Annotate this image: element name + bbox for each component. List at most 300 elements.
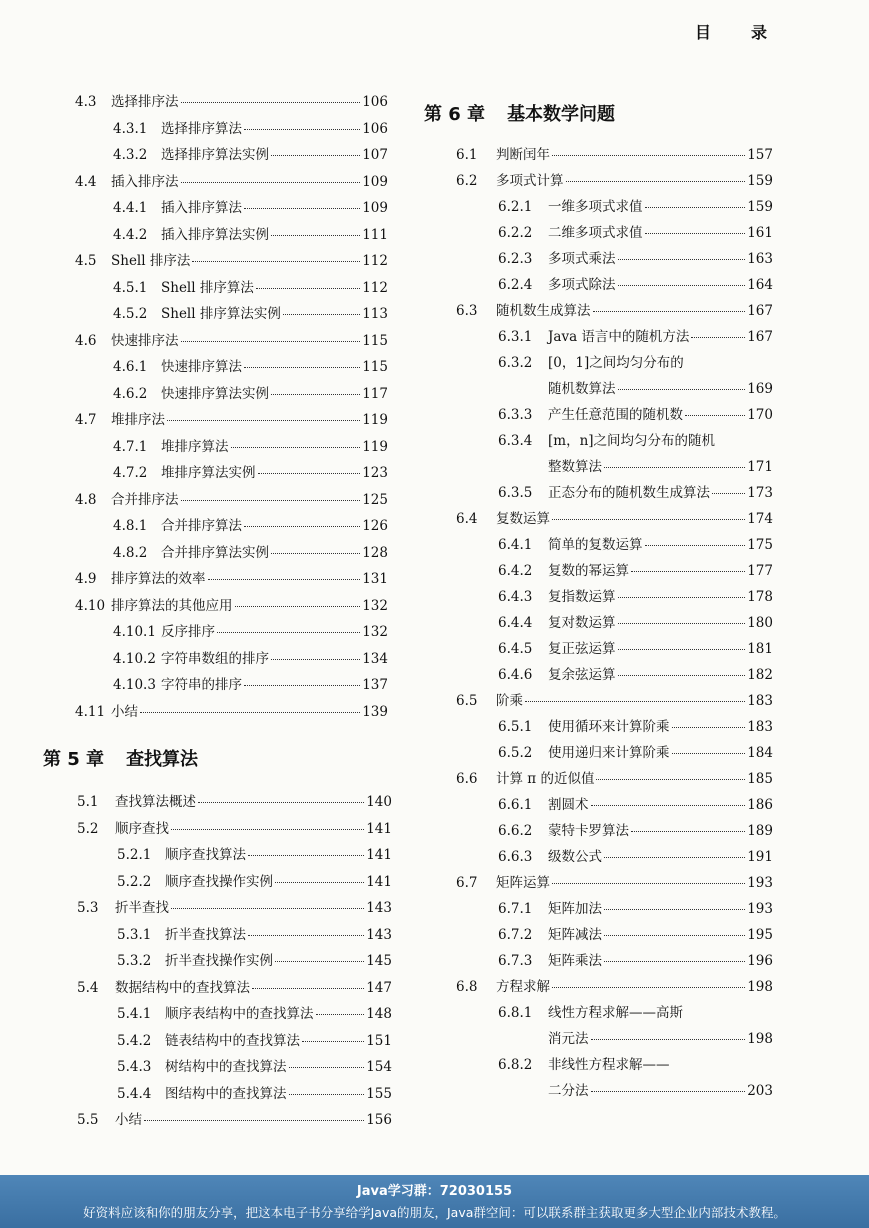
toc-leader-dots: [271, 659, 360, 660]
toc-entry[interactable]: [498, 221, 773, 241]
toc-entry-page: 115: [362, 332, 388, 349]
toc-entry-number: 6.3.1: [498, 329, 533, 345]
toc-entry-page: 154: [366, 1059, 392, 1075]
toc-entry-page: 182: [747, 667, 773, 683]
toc-entry[interactable]: [456, 689, 773, 709]
toc-entry-page: 106: [362, 120, 388, 137]
toc-entry-title: 折半查找操作实例: [165, 953, 273, 969]
toc-entry-number: 6.2.4: [498, 277, 533, 293]
toc-entry-page: 185: [747, 771, 773, 787]
toc-entry-number: 4.11: [75, 703, 106, 720]
toc-entry-number: 6.4.1: [498, 537, 533, 553]
toc-entry[interactable]: [75, 408, 388, 428]
toc-entry-page: 161: [747, 225, 773, 241]
toc-entry-title: 二维多项式求值: [548, 225, 643, 241]
toc-entry[interactable]: [456, 871, 773, 891]
toc-leader-dots: [604, 467, 745, 468]
toc-leader-dots: [712, 493, 745, 494]
toc-entry[interactable]: [113, 673, 388, 693]
toc-entry-page: 111: [362, 226, 388, 243]
toc-entry[interactable]: [113, 196, 388, 216]
toc-entry-page: 196: [747, 953, 773, 969]
toc-entry-title: 查找算法概述: [115, 794, 196, 810]
toc-entry[interactable]: [498, 819, 773, 839]
toc-entry-title: 顺序查找算法: [165, 847, 246, 863]
toc-entry[interactable]: [75, 170, 388, 190]
toc-entry[interactable]: [117, 843, 392, 863]
toc-entry-title: 计算 π 的近似值: [496, 771, 595, 787]
toc-entry-number: 4.6.2: [113, 385, 148, 402]
toc-entry-page: 126: [362, 518, 388, 534]
toc-entry-title: 矩阵运算: [496, 875, 550, 891]
toc-leader-dots: [244, 367, 360, 368]
toc-leader-dots: [645, 545, 746, 546]
toc-entry[interactable]: [456, 143, 773, 163]
toc-entry[interactable]: [117, 1082, 392, 1102]
toc-entry-page: 175: [747, 537, 773, 553]
toc-entry[interactable]: [498, 273, 773, 293]
toc-entry-number: 6.2.3: [498, 251, 533, 267]
toc-entry-number: 4.10: [75, 597, 106, 614]
toc-entry-title: 合并排序算法实例: [161, 544, 269, 561]
toc-entry-number: 6.7.2: [498, 927, 533, 943]
toc-entry-title: 顺序查找: [115, 820, 169, 837]
toc-entry-page: 141: [366, 847, 392, 863]
toc-entry-title: 使用递归来计算阶乘: [548, 745, 670, 761]
toc-entry[interactable]: [113, 355, 388, 375]
toc-entry-number: 4.9: [75, 571, 97, 587]
toc-leader-dots: [171, 829, 364, 830]
toc-entry-title: 选择排序算法: [161, 120, 242, 137]
toc-leader-dots: [283, 314, 360, 315]
toc-entry-title: 复正弦运算: [548, 641, 616, 657]
toc-entry-title: 堆排序算法实例: [161, 465, 256, 481]
toc-entry-page: 128: [362, 544, 388, 561]
toc-entry[interactable]: [75, 90, 388, 110]
toc-entry-page: 167: [747, 303, 773, 319]
toc-entry[interactable]: [498, 533, 773, 553]
toc-entry[interactable]: [498, 715, 773, 735]
toc-entry-page: 143: [366, 900, 392, 916]
toc-entry-title: 快速排序算法实例: [161, 385, 269, 402]
toc-leader-dots: [181, 341, 361, 342]
toc-entry[interactable]: [498, 1001, 773, 1021]
toc-leader-dots: [672, 753, 746, 754]
toc-entry-page: 169: [747, 381, 773, 397]
toc-leader-dots: [552, 883, 745, 884]
toc-entry[interactable]: [113, 223, 388, 243]
toc-entry-number: 5.4.1: [117, 1006, 152, 1022]
toc-entry-title: 小结: [115, 1112, 142, 1128]
header-char-2: 录: [751, 23, 768, 42]
toc-entry-number: 4.6: [75, 332, 97, 349]
toc-leader-dots: [198, 802, 364, 803]
toc-leader-dots: [192, 261, 360, 262]
toc-entry-page: 164: [747, 277, 773, 293]
toc-entry-title: 复对数运算: [548, 615, 616, 631]
toc-entry[interactable]: [498, 195, 773, 215]
toc-entry[interactable]: [113, 541, 388, 561]
toc-leader-dots: [552, 519, 745, 520]
toc-entry-number: 4.4: [75, 173, 97, 190]
toc-leader-dots: [596, 779, 745, 780]
toc-entry-title: 矩阵加法: [548, 901, 602, 917]
toc-leader-dots: [248, 935, 364, 936]
toc-entry[interactable]: [498, 949, 773, 969]
toc-entry[interactable]: [113, 620, 388, 640]
toc-entry-title: 非线性方程求解——: [548, 1057, 670, 1073]
toc-entry-number: 6.3.5: [498, 485, 533, 501]
toc-entry[interactable]: [498, 1053, 773, 1073]
toc-leader-dots: [244, 129, 360, 130]
toc-leader-dots: [171, 908, 364, 909]
toc-entry[interactable]: [456, 169, 773, 189]
chapter-6-heading: [424, 100, 615, 126]
toc-entry-number: 4.10.1: [113, 624, 156, 640]
toc-entry-number: 6.6.3: [498, 849, 533, 865]
toc-entry-page: 203: [747, 1083, 773, 1099]
toc-leader-dots: [140, 712, 360, 713]
toc-leader-dots: [645, 233, 746, 234]
toc-entry[interactable]: [77, 790, 392, 810]
toc-entry[interactable]: [498, 663, 773, 683]
toc-leader-dots: [525, 701, 745, 702]
toc-entry[interactable]: [498, 923, 773, 943]
toc-entry-number: 6.4.6: [498, 667, 533, 683]
toc-entry-number: 4.3.1: [113, 120, 148, 137]
toc-entry-number: 6.7.1: [498, 901, 533, 917]
toc-entry[interactable]: [117, 1029, 392, 1049]
toc-leader-dots: [618, 675, 746, 676]
footer-banner: [0, 1175, 869, 1228]
toc-entry-title: 消元法: [548, 1031, 589, 1047]
toc-leader-dots: [231, 447, 361, 448]
toc-leader-dots: [217, 632, 360, 633]
chapter-5-number: 第 5 章: [43, 749, 105, 770]
toc-entry[interactable]: [498, 741, 773, 761]
toc-entry-title: 判断闰年: [496, 147, 550, 163]
toc-entry[interactable]: [498, 455, 773, 475]
toc-entry-number: 4.7.2: [113, 465, 148, 481]
toc-leader-dots: [618, 649, 746, 650]
toc-leader-dots: [604, 935, 745, 936]
toc-entry-page: 193: [747, 901, 773, 917]
toc-entry[interactable]: [456, 507, 773, 527]
toc-entry[interactable]: [77, 976, 392, 996]
toc-entry[interactable]: [498, 845, 773, 865]
toc-entry-title: 折半查找: [115, 900, 169, 916]
toc-entry-number: 5.4: [77, 979, 99, 996]
toc-entry-page: 148: [366, 1006, 392, 1022]
toc-entry-title: 正态分布的随机数生成算法: [548, 485, 710, 501]
toc-entry-title: 合并排序算法: [161, 518, 242, 534]
toc-entry-page: 109: [362, 200, 388, 216]
toc-entry-number: 4.5: [75, 253, 97, 269]
toc-entry[interactable]: [75, 594, 388, 614]
toc-entry[interactable]: [75, 700, 388, 720]
toc-leader-dots: [552, 987, 745, 988]
toc-leader-dots: [631, 831, 745, 832]
toc-entry-number: 5.2: [77, 820, 99, 837]
footer-group-line: Java学习群：72030155: [356, 1184, 513, 1199]
toc-entry-number: 6.3: [456, 303, 478, 319]
toc-entry[interactable]: [498, 897, 773, 917]
toc-leader-dots: [566, 181, 746, 182]
toc-entry-page: 115: [362, 359, 388, 375]
toc-entry-page: 186: [747, 797, 773, 813]
toc-entry-title: 复余弦运算: [548, 667, 616, 683]
toc-entry[interactable]: [113, 143, 388, 163]
toc-entry-number: 6.8.1: [498, 1005, 533, 1021]
toc-entry-number: 5.3.1: [117, 926, 152, 943]
toc-entry[interactable]: [77, 896, 392, 916]
toc-entry-title: 产生任意范围的随机数: [548, 407, 683, 423]
toc-entry-title: 顺序查找操作实例: [165, 873, 273, 890]
toc-entry[interactable]: [113, 302, 388, 322]
toc-leader-dots: [256, 288, 360, 289]
toc-leader-dots: [691, 337, 745, 338]
toc-entry-page: 180: [747, 615, 773, 631]
toc-entry[interactable]: [117, 1002, 392, 1022]
toc-entry-page: 107: [362, 147, 388, 163]
toc-entry[interactable]: [456, 767, 773, 787]
toc-entry-number: 5.5: [77, 1112, 99, 1128]
toc-entry-page: 132: [362, 624, 388, 640]
toc-entry-title: 字符串数组的排序: [161, 650, 269, 667]
toc-entry-page: 189: [747, 823, 773, 839]
toc-entry-title: 插入排序法: [111, 173, 179, 190]
toc-entry-page: 159: [747, 173, 773, 189]
toc-entry-page: 173: [747, 485, 773, 501]
toc-entry-page: 167: [747, 329, 773, 345]
toc-entry-page: 193: [747, 875, 773, 891]
toc-leader-dots: [167, 420, 360, 421]
toc-entry-number: 4.7: [75, 412, 97, 428]
toc-entry-number: 6.5: [456, 693, 478, 709]
toc-entry-number: 5.3: [77, 900, 99, 916]
toc-entry[interactable]: [498, 559, 773, 579]
toc-entry-number: 6.6: [456, 771, 478, 787]
toc-entry[interactable]: [113, 435, 388, 455]
toc-entry-number: 4.8.2: [113, 544, 148, 561]
toc-leader-dots: [289, 1094, 365, 1095]
toc-entry-title: 阶乘: [496, 693, 523, 709]
toc-entry-page: 112: [362, 279, 388, 296]
toc-entry-number: 6.4.4: [498, 615, 533, 631]
toc-entry-title: 堆排序法: [111, 412, 165, 428]
toc-entry-title: 矩阵减法: [548, 927, 602, 943]
toc-entry-page: 125: [362, 491, 388, 508]
toc-leader-dots: [248, 855, 364, 856]
toc-entry-page: 184: [747, 745, 773, 761]
toc-entry[interactable]: [498, 325, 773, 345]
toc-entry-page: 117: [362, 385, 388, 402]
toc-entry-number: 6.5.1: [498, 719, 533, 735]
footer-share-line: 好资料应该和你的朋友分享，把这本电子书分享给学Java的朋友，Java群空间：可以联系群主获取更多大型企业内部技术教程。: [83, 1205, 786, 1220]
toc-entry[interactable]: [77, 1108, 392, 1128]
toc-entry[interactable]: [456, 975, 773, 995]
toc-leader-dots: [316, 1014, 365, 1015]
toc-entry-number: 6.6.2: [498, 823, 533, 839]
toc-entry[interactable]: [498, 403, 773, 423]
toc-leader-dots: [244, 685, 360, 686]
toc-entry-number: 6.3.4: [498, 433, 533, 449]
toc-entry-page: 140: [366, 794, 392, 810]
toc-entry[interactable]: [113, 647, 388, 667]
toc-entry-number: 4.8.1: [113, 518, 148, 534]
toc-leader-dots: [289, 1067, 365, 1068]
toc-leader-dots: [275, 882, 364, 883]
toc-entry-page: 157: [747, 147, 773, 163]
toc-entry[interactable]: [498, 1079, 773, 1099]
toc-entry-title: 插入排序算法: [161, 200, 242, 216]
toc-leader-dots: [302, 1041, 364, 1042]
toc-entry[interactable]: [113, 514, 388, 534]
toc-entry-page: 198: [747, 1031, 773, 1047]
toc-entry[interactable]: [113, 117, 388, 137]
toc-entry[interactable]: [75, 567, 388, 587]
toc-entry-number: 6.3.3: [498, 407, 533, 423]
toc-entry-title: 合并排序法: [111, 491, 179, 508]
toc-entry-number: 5.2.2: [117, 873, 152, 890]
toc-entry-title: 线性方程求解——高斯: [548, 1005, 683, 1021]
toc-entry-page: 109: [362, 173, 388, 190]
toc-leader-dots: [604, 909, 745, 910]
running-header: [695, 20, 767, 43]
toc-entry-title: 矩阵乘法: [548, 953, 602, 969]
toc-entry-number: 4.5.2: [113, 306, 148, 322]
toc-entry-title: 复数运算: [496, 511, 550, 527]
toc-leader-dots: [685, 415, 745, 416]
toc-entry-title: Shell 排序法: [111, 253, 191, 269]
toc-entry-number: 6.2: [456, 173, 478, 189]
toc-leader-dots: [181, 102, 361, 103]
toc-entry-title: [m，n]之间均匀分布的随机: [548, 433, 716, 449]
toc-entry[interactable]: [117, 870, 392, 890]
toc-entry-page: 119: [362, 412, 388, 428]
toc-entry-number: 4.5.1: [113, 279, 148, 296]
toc-entry-title: 随机数算法: [548, 381, 616, 397]
toc-leader-dots: [258, 473, 361, 474]
toc-entry[interactable]: [498, 585, 773, 605]
toc-entry-number: 4.3: [75, 94, 97, 110]
toc-entry[interactable]: [498, 351, 773, 371]
toc-entry-page: 151: [366, 1032, 392, 1049]
chapter-6-title: 基本数学问题: [507, 104, 616, 125]
toc-entry[interactable]: [456, 299, 773, 319]
toc-entry-title: 数据结构中的查找算法: [115, 979, 250, 996]
toc-entry-title: Java 语言中的随机方法: [548, 329, 690, 345]
toc-entry-page: 141: [366, 873, 392, 890]
toc-entry[interactable]: [117, 949, 392, 969]
toc-entry-number: 4.10.3: [113, 677, 156, 693]
toc-leader-dots: [618, 259, 746, 260]
toc-entry[interactable]: [498, 377, 773, 397]
toc-entry-page: 137: [362, 677, 388, 693]
toc-entry-number: 6.3.2: [498, 355, 533, 371]
toc-entry-title: 树结构中的查找算法: [165, 1059, 287, 1075]
toc-entry-number: 6.2.1: [498, 199, 533, 215]
toc-entry[interactable]: [77, 817, 392, 837]
toc-leader-dots: [244, 208, 360, 209]
toc-entry-page: 195: [747, 927, 773, 943]
toc-entry[interactable]: [498, 793, 773, 813]
toc-entry[interactable]: [498, 429, 773, 449]
toc-leader-dots: [252, 988, 364, 989]
toc-entry[interactable]: [117, 923, 392, 943]
toc-entry-title: 多项式计算: [496, 173, 564, 189]
toc-entry-number: 6.1: [456, 147, 478, 163]
toc-entry-title: 快速排序算法: [161, 359, 242, 375]
toc-entry-number: 6.4: [456, 511, 478, 527]
toc-entry-title: 割圆术: [548, 797, 589, 813]
toc-entry-page: 113: [362, 306, 388, 322]
toc-entry-title: Shell 排序算法实例: [161, 306, 281, 322]
toc-entry-title: [0，1]之间均匀分布的: [548, 355, 684, 371]
toc-entry[interactable]: [113, 276, 388, 296]
toc-entry-number: 4.8: [75, 491, 97, 508]
toc-entry-title: 链表结构中的查找算法: [165, 1032, 300, 1049]
toc-entry[interactable]: [75, 249, 388, 269]
toc-entry-title: 排序算法的其他应用: [111, 597, 233, 614]
toc-entry-title: 复指数运算: [548, 589, 616, 605]
toc-entry-page: 177: [747, 563, 773, 579]
toc-entry[interactable]: [113, 382, 388, 402]
toc-entry-page: 119: [362, 438, 388, 455]
toc-entry-title: 随机数生成算法: [496, 303, 591, 319]
toc-entry-page: 123: [362, 465, 388, 481]
toc-leader-dots: [672, 727, 746, 728]
toc-entry-number: 4.3.2: [113, 147, 148, 163]
toc-entry-page: 171: [747, 459, 773, 475]
toc-entry-title: 一维多项式求值: [548, 199, 643, 215]
toc-entry[interactable]: [117, 1055, 392, 1075]
toc-entry-title: 排序算法的效率: [111, 571, 206, 587]
toc-entry-page: 198: [747, 979, 773, 995]
toc-entry-title: 多项式除法: [548, 277, 616, 293]
toc-entry-page: 183: [747, 693, 773, 709]
toc-entry-title: 顺序表结构中的查找算法: [165, 1006, 314, 1022]
toc-entry[interactable]: [113, 461, 388, 481]
toc-entry[interactable]: [498, 637, 773, 657]
toc-entry-title: 复数的幂运算: [548, 563, 629, 579]
toc-entry[interactable]: [75, 329, 388, 349]
toc-entry-number: 5.2.1: [117, 847, 152, 863]
toc-leader-dots: [618, 285, 746, 286]
toc-entry-title: 选择排序算法实例: [161, 147, 269, 163]
toc-entry[interactable]: [498, 481, 773, 501]
toc-entry-number: 6.7.3: [498, 953, 533, 969]
toc-entry[interactable]: [498, 611, 773, 631]
toc-entry-title: 堆排序算法: [161, 438, 229, 455]
toc-entry-page: 156: [366, 1112, 392, 1128]
toc-entry-title: 级数公式: [548, 849, 602, 865]
chapter-6-number: 第 6 章: [424, 104, 486, 125]
toc-entry-number: 6.4.2: [498, 563, 533, 579]
toc-leader-dots: [181, 500, 361, 501]
toc-entry-page: 155: [366, 1085, 392, 1102]
toc-entry-number: 4.7.1: [113, 438, 148, 455]
toc-leader-dots: [235, 606, 361, 607]
toc-entry-title: 二分法: [548, 1083, 589, 1099]
toc-entry[interactable]: [498, 247, 773, 267]
toc-entry[interactable]: [498, 1027, 773, 1047]
toc-leader-dots: [604, 961, 745, 962]
toc-entry-page: 170: [747, 407, 773, 423]
toc-entry[interactable]: [75, 488, 388, 508]
toc-entry-page: 145: [366, 953, 392, 969]
toc-leader-dots: [591, 805, 746, 806]
